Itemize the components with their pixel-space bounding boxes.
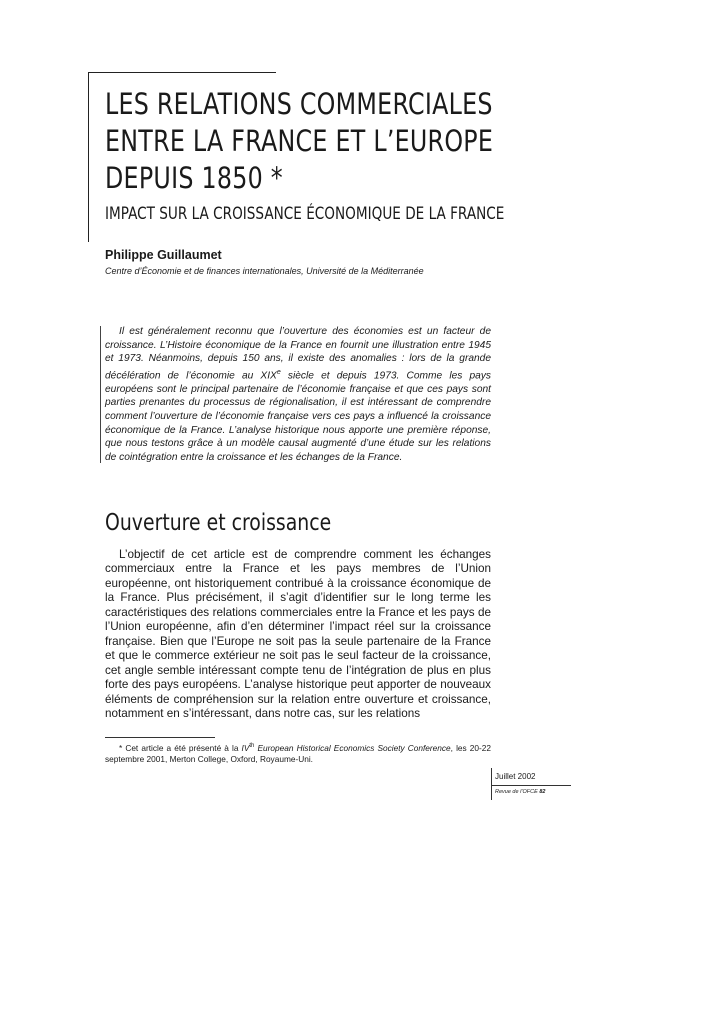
title-line-3: DEPUIS 1850 * bbox=[105, 161, 283, 195]
issue-date: Juillet 2002 bbox=[495, 772, 536, 781]
author-affiliation: Centre d’Économie et de finances internationales, Université de la Méditerranée bbox=[105, 266, 424, 276]
footnote-text-1: Cet article a été présenté à la bbox=[122, 742, 242, 753]
footnote-marker: * bbox=[119, 742, 123, 753]
journal-name: Revue de l’OFCE bbox=[495, 789, 538, 795]
title-left-rule bbox=[88, 72, 89, 242]
body-paragraph: L’objectif de cet article est de comprendre comment les échanges commerciaux entre la France et les pays membres de l’Union européenne, ont historiquement contribué à la croissance économique de la France. Plus précisément, il s’agit d’identifier sur le long terme les caractéristiques des relations commerciales entre la France et les pays de l’Union européenne, afin d’en déterminer l’impact réel sur la croissance française. Bien que l’Europe ne soit pas la seule partenaire de la France et que le commerce extérieur ne soit pas le seul facteur de la croissance, cet angle semble intéressant compte tenu de l’intégration de plus en plus forte des pays européens. L’analyse historique peut apporter de nouveaux éléments de compréhension sur la relation entre ouverture et croissance, notamment en s’intéressant, dans notre cas, sur les relations bbox=[105, 548, 491, 720]
article-title bbox=[105, 86, 545, 197]
section-heading: Ouverture et croissance bbox=[105, 510, 332, 536]
footnote bbox=[105, 741, 491, 766]
abstract-text-2: siècle et depuis 1973. Comme les pays européens sont le principal partenaire de l’économie française et que ces pays sont parties prenantes du processus de régionalisation, il est intéressant de comprendre comment l’ouverture de l’économie française vers ces pays a influencé la croissance économique de la France. L’analyse historique nous apporte une première réponse, que nous testons grâce à un modèle causal augmenté d’une étude sur les relations de cointégration entre la croissance et les échanges de la France. bbox=[105, 370, 492, 463]
footnote-text-2: , les 20-22 septembre 2001, Merton College, Oxford, Royaume-Uni. bbox=[105, 742, 491, 765]
author-name: Philippe Guillaumet bbox=[105, 248, 222, 262]
issue-rule-vertical bbox=[491, 768, 492, 800]
abstract bbox=[105, 325, 491, 464]
title-line-1: LES RELATIONS COMMERCIALES bbox=[105, 87, 493, 121]
abstract-superscript: e bbox=[276, 368, 281, 376]
issue-number: 82 bbox=[539, 789, 546, 795]
journal-reference bbox=[495, 789, 545, 795]
title-top-rule bbox=[88, 72, 276, 73]
abstract-rule bbox=[100, 326, 101, 463]
footnote-rule bbox=[105, 737, 215, 738]
footnote-superscript: th bbox=[249, 743, 255, 749]
article-subtitle: IMPACT SUR LA CROISSANCE ÉCONOMIQUE DE LA FRANCE bbox=[105, 204, 505, 224]
title-line-2: ENTRE LA FRANCE ET L’EUROPE bbox=[105, 124, 494, 158]
footnote-italic-1: IV bbox=[241, 742, 250, 753]
abstract-text-1: Il est généralement reconnu que l’ouverture des économies est un facteur de croissance. L’Histoire économique de la France en fournit une illustration entre 1945 et 1973. Néanmoins, depuis 150 ans, il existe des anomalies : lors de la grande décélération de l’économie au XIX bbox=[105, 326, 491, 382]
footnote-conference: European Historical Economics Society Conference bbox=[254, 742, 451, 753]
issue-rule-horizontal bbox=[491, 785, 571, 786]
